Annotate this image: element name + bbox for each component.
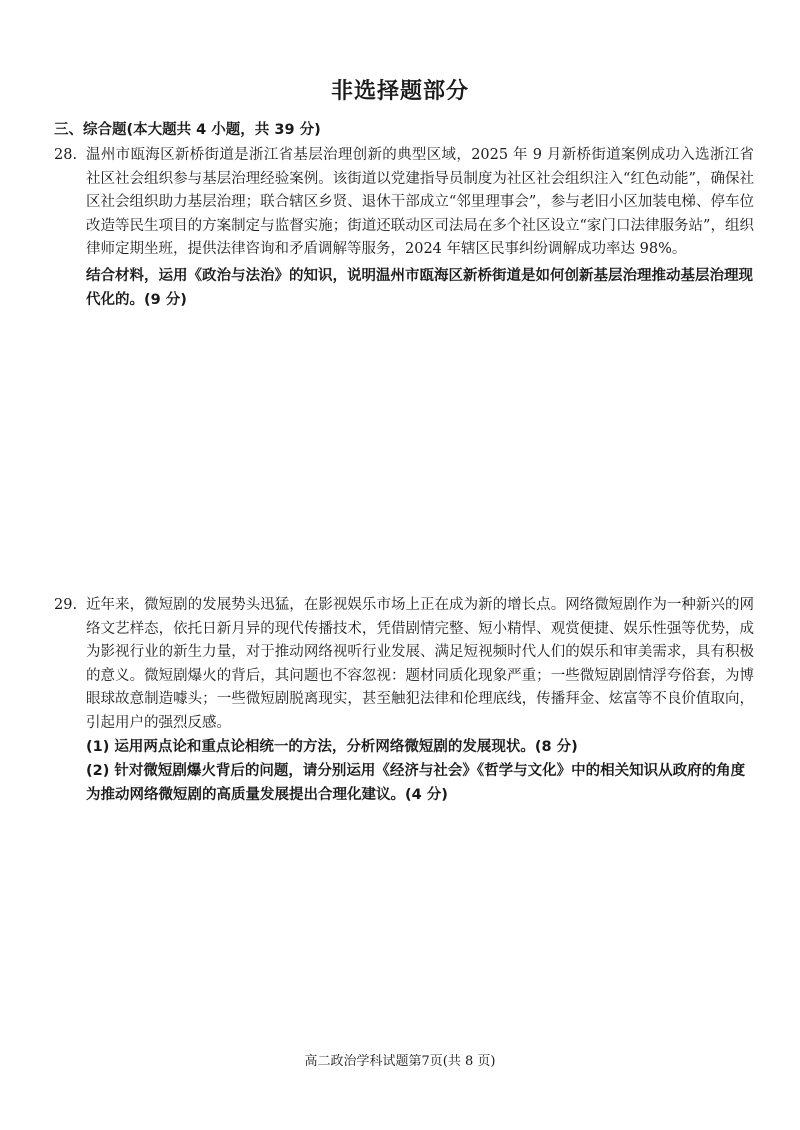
question-number: 29.: [54, 597, 78, 613]
part-heading: 三、综合题(本大题共 4 小题，共 39 分): [54, 122, 321, 138]
question-number: 28.: [54, 147, 78, 163]
page-footer: 高二政治学科试题第7页(共 8 页): [304, 1054, 496, 1069]
question-material: 近年来，微短剧的发展势头迅猛，在影视娱乐市场上正在成为新的增长点。网络微短剧作为一种新兴的网络文艺样态，依托日新月异的现代传播技术，凭借剧情完整、短小精悍、观赏便捷、娱乐性强等优势，成为影视行业的新生力量，对于推动网络视听行业发展、满足短视频时代人们的娱乐和审美需求，具有积极的意义。微短剧爆火的背后，其问题也不容忽视：题材同质化现象严重；一些微短剧剧情浮夸俗套，为博眼球故意制造噱头；一些微短剧脱离现实，甚至触犯法律和伦理底线，传播拜金、炫富等不良价值取向，引起用户的强烈反感。: [86, 597, 754, 731]
question-prompt: 结合材料，运用《政治与法治》的知识，说明温州市瓯海区新桥街道是如何创新基层治理推动基层治理现代化的。(9 分): [86, 267, 753, 308]
question-material: 温州市瓯海区新桥街道是浙江省基层治理创新的典型区域，2025 年 9 月新桥街道案例成功入选浙江省社区社会组织参与基层治理经验案例。该街道以党建指导员制度为社区社会组织注入“红色动能”，确保社区社会组织助力基层治理；联合辖区乡贤、退休干部成立“邻里理事会”，参与老旧小区加装电梯、停车位改造等民生项目的方案制定与监督实施；街道还联动区司法局在多个社区设立“家门口法律服务站”，组织律师定期坐班，提供法律咨询和矛盾调解等服务，2024 年辖区民事纠纷调解成功率达 98%。: [86, 147, 754, 257]
question-29: [54, 594, 754, 807]
sub-question-1: (1) 运用两点论和重点论相统一的方法，分析网络微短剧的发展现状。(8 分): [86, 739, 578, 755]
sub-question-2: (2) 针对微短剧爆火背后的问题，请分别运用《经济与社会》《哲学与文化》中的相关知识从政府的角度为推动网络微短剧的高质量发展提出合理化建议。(4 分): [86, 763, 746, 803]
section-title: 非选择题部分: [330, 79, 469, 104]
question-28: [54, 144, 754, 312]
